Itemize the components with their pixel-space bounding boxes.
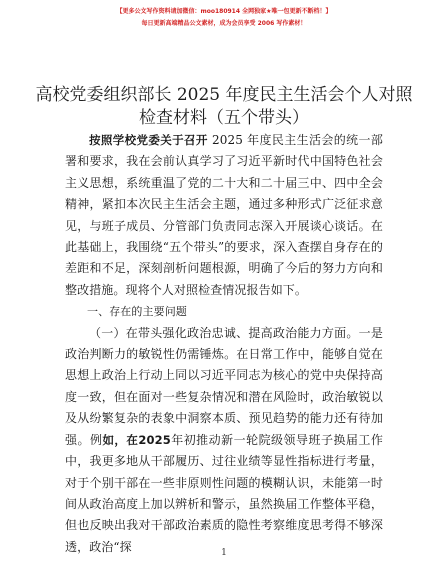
problem-paragraph-1 <box>65 323 383 558</box>
section-heading-1: 一、存在的主要问题 <box>87 305 187 319</box>
page-number: 1 <box>221 548 227 558</box>
intro-paragraph <box>65 130 383 301</box>
intro-lead: 按照学校党委关于召开 <box>89 133 208 147</box>
problem-text-bold-a: 如，在 <box>102 432 139 447</box>
document-title: 高校党委组织部长 2025 年度民主生活会个人对照检查材料（五个带头） <box>35 85 413 128</box>
intro-text: 2025 年度民主生活会的统一部署和要求，我在会前认真学习了习近平新时代中国特色社会主义思想，系统重温了党的二十大和二十届三中、四中全会精神，紧扣本次民主生活会主题，通过多种形式广泛征求意见，与班子成员、分管部门负责同志深入开展谈心谈话。在此基础上，我围绕“五个带头”的要求，深入查摆自身存在的差距和不足，深刻剖析问题根源，明确了今后的努力方向和整改措施。现将个人对照检查情况报告如下。 <box>65 133 384 297</box>
promo-banner-line-1: 【更多公文写作资料请加微信：moo180914 全网独家★唯一包更新不断档！】 <box>116 8 332 15</box>
promo-banner-line-2: 每日更新高端精品公文素材，成为会员享受 2006 写作素材！ <box>141 20 307 27</box>
problem-text-start: （一）在带头强化政治忠诚、提高政治能力方面。一是政治判断力的敏锐性仍需锤炼。在日常工作中，能够自觉在思想上政治上行动上同以习近平同志为核心的党中央保持高度一致，但在面对一些复杂情况和潜在风险时，政治敏锐以及从纷繁复杂的表象中洞察本质、预见趋势的能力还有待加强。例 <box>65 325 383 447</box>
problem-text-rest: 年初推动新一轮院级领导班子换届工作中，我更多地从干部履历、过往业绩等显性指标进行考量，对于个别干部在一些非原则性问题的模糊认识，未能第一时间从政治高度上加以辨析和警示，虽然换届工作整体平稳，但也反映出我对干部政治素质的隐性考察维度思考得不够深透，政治“探 <box>65 432 383 554</box>
problem-text-bold-year: 2025 <box>138 432 171 447</box>
document-body <box>65 130 383 558</box>
